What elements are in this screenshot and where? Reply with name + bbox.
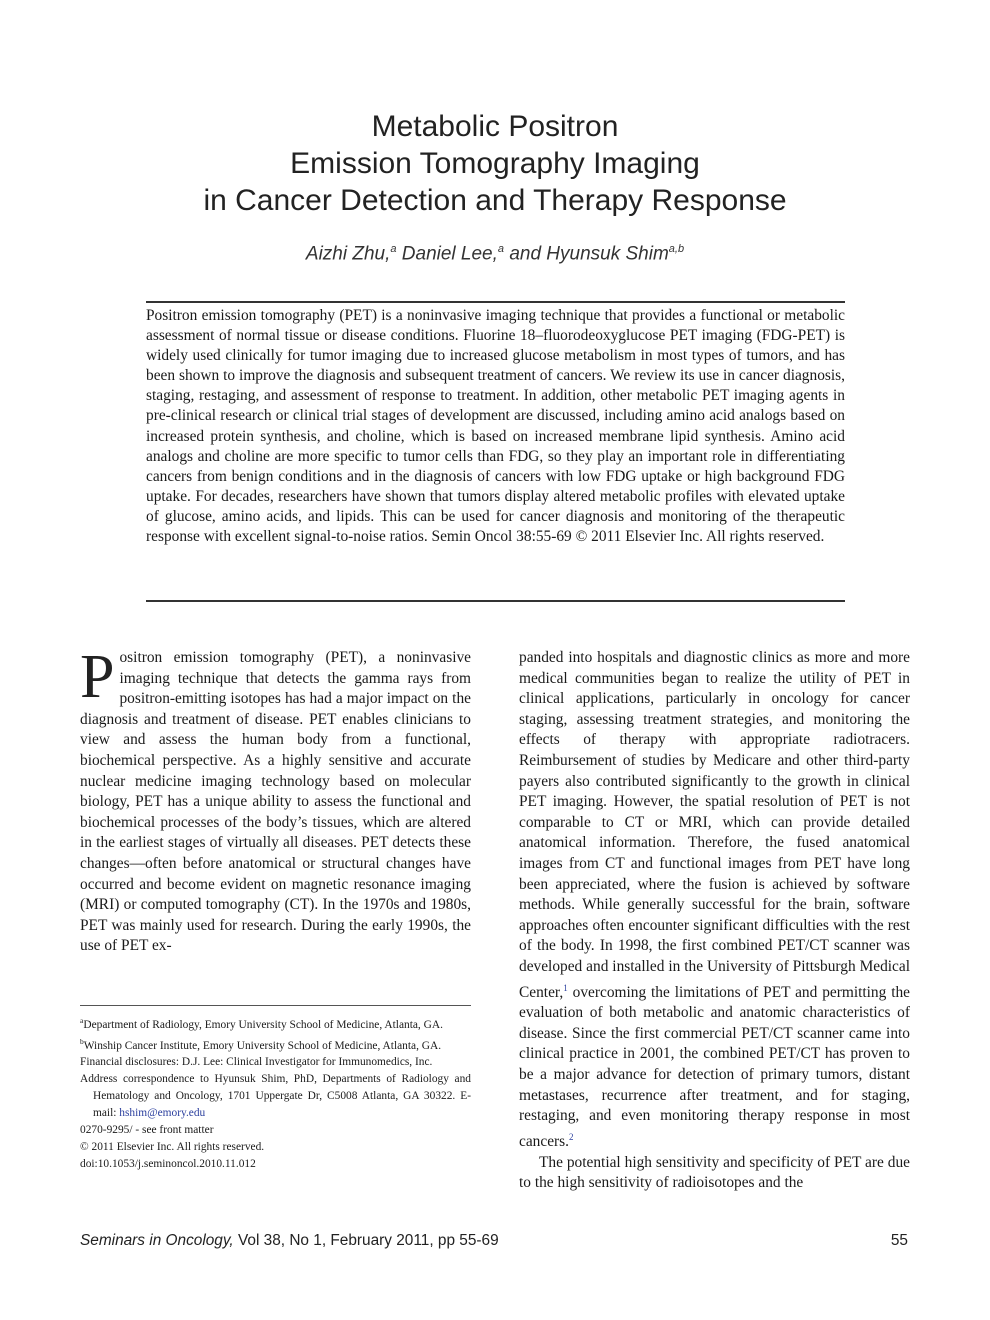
abstract-bottom-rule <box>146 600 845 602</box>
body-paragraph-2: The potential high sensitivity and specificity of PET are due to the high sensitivity of radioisotopes and the <box>519 1153 910 1192</box>
footnote-affiliation-a <box>80 1013 471 1034</box>
author-list <box>95 243 895 265</box>
footnote-address <box>80 1071 471 1122</box>
footnotes <box>80 1013 471 1173</box>
journal-details: Vol 38, No 1, February 2011, pp 55-69 <box>233 1232 499 1249</box>
email-link[interactable]: hshim@emory.edu <box>119 1107 206 1120</box>
author-1: Aizhi Zhu, <box>305 243 391 265</box>
footnote-issn: 0270-9295/ - see front matter <box>80 1124 214 1137</box>
drop-cap: P <box>80 643 115 711</box>
abstract-citation: Semin Oncol 38:55-69 © 2011 Elsevier Inc. All rights reserved. <box>431 528 825 546</box>
footnote-disclosures: Financial disclosures: D.J. Lee: Clinical Investigator for Immunomedics, Inc. <box>80 1056 433 1069</box>
body-text-right-a: panded into hospitals and diagnostic clinics as more and more medical communities began to realize the utility of PET in clinical applications, particularly in oncology for cancer staging, assessing treatment strategies, and monitoring the effects of therapy with appropriate radiotracers. Reimbursement of studies by Medicare and other third-party payers also contributed significantly to the growth in clinical PET imaging. However, the spatial resolution of PET is not comparable to CT or MRI, which can provide detailed anatomical information. Therefore, the fused anatomical images from CT and functional images from PET have long been appreciated, where the fusion is achieved by software methods. While generally successful for the brain, software approaches often encounter significant difficulties with the rest of the body. In 1998, the first combined PET/CT scanner was developed and installed in the University of Pittsburgh Medical Center, <box>519 649 910 1001</box>
author-3-affiliation: a,b <box>668 243 685 255</box>
title-line-1: Metabolic Positron <box>371 110 619 143</box>
footnote-mark-b: b <box>80 1036 84 1046</box>
abstract-text: Positron emission tomography (PET) is a noninvasive imaging technique that provides a functional or metabolic assessment of normal tissue or disease conditions. Fluorine 18–fluorodeoxyglucose PET imaging (FDG-PET) is widely used clinically for tumor imaging due to increased glucose metabolism in most types of tumors, and has been shown to improve the diagnosis and subsequent treatment of cancers. We review its use in cancer diagnosis, staging, restaging, and assessment of response to treatment. In addition, other metabolic PET imaging agents in pre-clinical research or clinical trial stages of development are discussed, including amino acid analogs based on increased protein synthesis, and choline, which is based on increased membrane lipid synthesis. Amino acid analogs and choline are more specific to tumor cells than FDG, so they play an important role in differentiating cancers from benign conditions and in the diagnosis of cancers with low FDG uptake or high background FDG uptake. For decades, researchers have shown that tumors display altered metabolic profiles with elevated uptake of glucose, amino acids, and lipids. This can be used for cancer diagnosis and monitoring of the therapeutic response with excellent signal-to-noise ratios. <box>146 307 845 546</box>
page-number: 55 <box>890 1232 908 1249</box>
body-paragraph-continued <box>519 648 910 1153</box>
author-2-affiliation: a <box>497 243 505 255</box>
footnote-doi: doi:10.1053/j.seminoncol.2010.11.012 <box>80 1157 256 1170</box>
title-line-2: Emission Tomography Imaging <box>290 147 700 180</box>
author-3: Hyunsuk Shim <box>546 243 669 265</box>
footnote-affiliation-b-text: Winship Cancer Institute, Emory University School of Medicine, Atlanta, GA. <box>83 1039 442 1052</box>
abstract-top-rule <box>146 301 845 303</box>
body-column-right <box>519 648 910 1194</box>
body-text-left: ositron emission tomography (PET), a noninvasive imaging technique that detects the gamma rays from positron-emitting isotopes has had a major impact on the diagnosis and treatment of disease. PET enables clinicians to view and assess the human body from a functional, biochemical perspective. As a highly sensitive and accurate nuclear medicine imaging technology based on molecular biology, PET has a unique ability to assess the functional and biochemical processes of the body’s tissues, which are altered in the earliest stages of virtually all diseases. PET detects these changes—often before anatomical or structural changes have occurred and become evident on magnetic resonance imaging (MRI) or computed tomography (CT). In the 1970s and 1980s, PET was mainly used for research. During the early 1990s, the use of PET ex- <box>80 649 471 955</box>
journal-name: Seminars in Oncology, <box>80 1232 234 1249</box>
body-column-left <box>80 643 471 957</box>
footnote-rule <box>80 1005 471 1006</box>
author-2: Daniel Lee, <box>401 243 498 265</box>
author-conjunction: and <box>509 243 542 265</box>
footnote-copyright: © 2011 Elsevier Inc. All rights reserved. <box>80 1140 265 1153</box>
body-paragraph-intro <box>80 643 471 957</box>
reference-link-2[interactable]: 2 <box>568 1131 574 1142</box>
reference-link-1[interactable]: 1 <box>563 982 568 993</box>
abstract <box>146 306 845 547</box>
footer-journal <box>80 1232 499 1250</box>
footnote-address-text: Address correspondence to Hyunsuk Shim, PhD, Departments of Radiology and Hematology and Oncology, 1701 Uppergate Dr, C5008 Atlanta, GA 30322. E-mail: <box>80 1073 471 1120</box>
article-title <box>95 108 895 219</box>
footnote-mark-a: a <box>80 1016 84 1025</box>
author-1-affiliation: a <box>390 243 397 255</box>
body-text-right-b: overcoming the limitations of PET and permitting the evaluation of both metabolic and anatomic characteristics of disease. Since the first commercial PET/CT scanner came into clinical practice in 2001, the combined PET/CT has proven to be a major advance for detection of primary tumors, distant metastases, recurrence after treatment, and for staging, restaging, and even monitoring therapy response in most cancers. <box>519 983 910 1150</box>
title-line-3: in Cancer Detection and Therapy Response <box>203 184 787 217</box>
footnote-affiliation-a-text: Department of Radiology, Emory University School of Medicine, Atlanta, GA. <box>83 1018 443 1031</box>
footnote-affiliation-b <box>80 1034 471 1055</box>
